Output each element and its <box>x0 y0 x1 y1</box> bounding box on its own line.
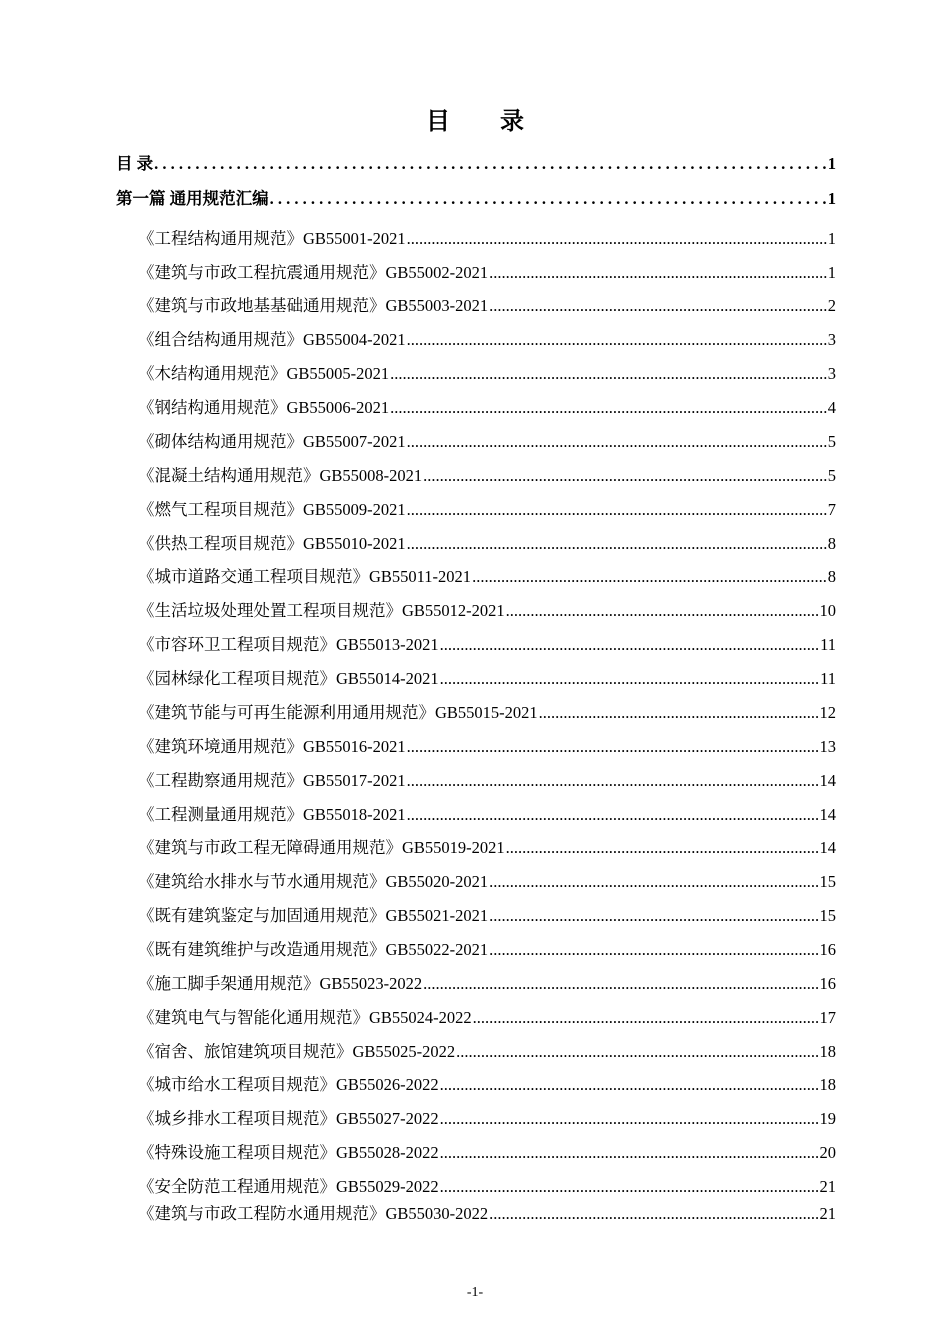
toc-entry-page-number: 17 <box>819 1008 836 1027</box>
toc-entry-page-number: 13 <box>819 737 836 756</box>
toc-entry-page-number: 8 <box>827 567 836 586</box>
toc-entry-page-number: 1 <box>827 189 836 208</box>
toc-entry-page-number: 1 <box>827 154 836 173</box>
toc-entry-page-number: 11 <box>820 635 836 654</box>
toc-entry-title: 《混凝土结构通用规范》GB55008-2021 <box>138 466 423 485</box>
toc-entry-title: 《建筑环境通用规范》GB55016-2021 <box>138 737 406 756</box>
toc-entry-page-number: 4 <box>827 398 836 417</box>
toc-entry[interactable] <box>138 770 836 792</box>
toc-entry[interactable] <box>116 153 836 175</box>
toc-entry-title: 《建筑节能与可再生能源利用通用规范》GB55015-2021 <box>138 703 538 722</box>
toc-entry-page-number: 19 <box>819 1109 836 1128</box>
toc-entry[interactable] <box>138 1142 836 1164</box>
toc-dot-leader <box>440 634 819 656</box>
toc-dot-leader <box>506 837 819 859</box>
toc-entry-page-number: 15 <box>819 906 836 925</box>
toc-entry-title: 《工程结构通用规范》GB55001-2021 <box>138 229 406 248</box>
toc-entry-page-number: 20 <box>819 1143 836 1162</box>
toc-dot-leader <box>489 295 827 317</box>
toc-entry-page-number: 12 <box>819 703 836 722</box>
toc-dot-leader <box>539 702 819 724</box>
toc-entry[interactable] <box>138 668 836 690</box>
toc-dot-leader <box>407 736 819 758</box>
toc-entry-page-number: 14 <box>819 771 836 790</box>
toc-entry-title: 《园林绿化工程项目规范》GB55014-2021 <box>138 669 439 688</box>
toc-entry[interactable] <box>116 188 836 210</box>
toc-entry[interactable] <box>138 431 836 453</box>
toc-entry[interactable] <box>138 566 836 588</box>
toc-entry-title: 《工程测量通用规范》GB55018-2021 <box>138 805 406 824</box>
toc-dot-leader <box>390 397 827 419</box>
toc-entry-page-number: 16 <box>819 974 836 993</box>
toc-entry-page-number: 8 <box>827 534 836 553</box>
toc-entry-title: 《安全防范工程通用规范》GB55029-2022 <box>138 1177 439 1196</box>
toc-entry-title: 《特殊设施工程项目规范》GB55028-2022 <box>138 1143 439 1162</box>
toc-entry[interactable] <box>138 871 836 893</box>
toc-dot-leader <box>407 431 827 453</box>
toc-entry-title: 《施工脚手架通用规范》GB55023-2022 <box>138 974 423 993</box>
toc-entry[interactable] <box>138 295 836 317</box>
toc-dot-leader <box>407 499 827 521</box>
toc-entry[interactable] <box>138 634 836 656</box>
page-title: 目 录 <box>426 109 546 135</box>
toc-entry-page-number: 14 <box>819 805 836 824</box>
toc-entry-title: 目 录 <box>116 154 154 173</box>
toc-dot-leader <box>390 363 827 385</box>
toc-dot-leader <box>440 1142 819 1164</box>
toc-entry-page-number: 2 <box>827 296 836 315</box>
toc-entry-page-number: 7 <box>827 500 836 519</box>
toc-entry-title: 《供热工程项目规范》GB55010-2021 <box>138 534 406 553</box>
toc-entry-title: 《工程勘察通用规范》GB55017-2021 <box>138 771 406 790</box>
toc-entry-title: 《城市道路交通工程项目规范》GB55011-2021 <box>138 567 472 586</box>
toc-entry-page-number: 18 <box>819 1042 836 1061</box>
toc-dot-leader <box>489 871 818 893</box>
toc-entry-page-number: 3 <box>827 364 836 383</box>
toc-entry[interactable] <box>138 939 836 961</box>
toc-entry-title: 第一篇 通用规范汇编 <box>116 189 269 208</box>
toc-entry[interactable] <box>138 262 836 284</box>
toc-entry-page-number: 3 <box>827 330 836 349</box>
toc-entry[interactable] <box>138 837 836 859</box>
toc-dot-leader <box>270 188 827 210</box>
toc-entry-title: 《砌体结构通用规范》GB55007-2021 <box>138 432 406 451</box>
toc-entry[interactable] <box>138 736 836 758</box>
toc-entry[interactable] <box>138 1176 836 1198</box>
toc-entry[interactable] <box>138 1108 836 1130</box>
toc-dot-leader <box>472 566 827 588</box>
toc-dot-leader <box>407 329 827 351</box>
toc-entry-title: 《木结构通用规范》GB55005-2021 <box>138 364 390 383</box>
toc-dot-leader <box>423 465 827 487</box>
toc-entry-page-number: 18 <box>819 1075 836 1094</box>
toc-entry-title: 《钢结构通用规范》GB55006-2021 <box>138 398 390 417</box>
toc-entry-page-number: 5 <box>827 432 836 451</box>
toc-entry[interactable] <box>138 465 836 487</box>
toc-entry-title: 《燃气工程项目规范》GB55009-2021 <box>138 500 406 519</box>
page-number: -1- <box>466 1285 484 1300</box>
toc-entry-title: 《城市给水工程项目规范》GB55026-2022 <box>138 1075 439 1094</box>
toc-dot-leader <box>407 533 827 555</box>
toc-entry-title: 《建筑与市政地基基础通用规范》GB55003-2021 <box>138 296 489 315</box>
toc-entry[interactable] <box>138 228 836 250</box>
toc-dot-leader <box>440 1074 819 1096</box>
toc-entry-title: 《宿舍、旅馆建筑项目规范》GB55025-2022 <box>138 1042 456 1061</box>
toc-entry-title: 《建筑给水排水与节水通用规范》GB55020-2021 <box>138 872 489 891</box>
toc-entry[interactable] <box>138 499 836 521</box>
toc-dot-leader <box>440 1176 819 1198</box>
toc-entry[interactable] <box>138 533 836 555</box>
toc-entry-title: 《建筑与市政工程抗震通用规范》GB55002-2021 <box>138 263 489 282</box>
toc-entry-page-number: 5 <box>827 466 836 485</box>
toc-dot-leader <box>154 153 827 175</box>
toc-dot-leader <box>440 668 819 690</box>
toc-entry-title: 《城乡排水工程项目规范》GB55027-2022 <box>138 1109 439 1128</box>
toc-entry[interactable] <box>138 905 836 927</box>
toc-entry-title: 《建筑电气与智能化通用规范》GB55024-2022 <box>138 1008 472 1027</box>
toc-entry[interactable] <box>138 804 836 826</box>
toc-dot-leader <box>489 262 827 284</box>
toc-entry[interactable] <box>138 363 836 385</box>
toc-entry-page-number: 15 <box>819 872 836 891</box>
toc-entry-page-number: 16 <box>819 940 836 959</box>
toc-entry-title: 《生活垃圾处理处置工程项目规范》GB55012-2021 <box>138 601 505 620</box>
toc-entry[interactable] <box>138 600 836 622</box>
toc-entry-title: 《既有建筑维护与改造通用规范》GB55022-2021 <box>138 940 489 959</box>
toc-entry[interactable] <box>138 397 836 419</box>
toc-dot-leader <box>489 939 818 961</box>
toc-entry[interactable] <box>138 1007 836 1029</box>
toc-dot-leader <box>473 1007 819 1029</box>
toc-entry-page-number: 21 <box>819 1177 836 1196</box>
toc-dot-leader <box>456 1041 818 1063</box>
toc-entry-page-number: 1 <box>827 229 836 248</box>
toc-dot-leader <box>489 905 818 927</box>
toc-entry-page-number: 14 <box>819 838 836 857</box>
toc-entry-title: 《市容环卫工程项目规范》GB55013-2021 <box>138 635 439 654</box>
toc-dot-leader <box>440 1108 819 1130</box>
toc-entry-title: 《组合结构通用规范》GB55004-2021 <box>138 330 406 349</box>
toc-entry[interactable] <box>138 1203 836 1225</box>
toc-entry[interactable] <box>138 702 836 724</box>
toc-dot-leader <box>489 1203 818 1225</box>
toc-entry-page-number: 1 <box>827 263 836 282</box>
toc-entry-page-number: 21 <box>819 1204 836 1223</box>
toc-entry-title: 《既有建筑鉴定与加固通用规范》GB55021-2021 <box>138 906 489 925</box>
toc-entry-title: 《建筑与市政工程无障碍通用规范》GB55019-2021 <box>138 838 505 857</box>
toc-entry[interactable] <box>138 1074 836 1096</box>
toc-entry-page-number: 10 <box>819 601 836 620</box>
toc-dot-leader <box>506 600 819 622</box>
toc-entry[interactable] <box>138 1041 836 1063</box>
toc-entry[interactable] <box>138 329 836 351</box>
toc-dot-leader <box>407 228 827 250</box>
toc-dot-leader <box>423 973 818 995</box>
toc-dot-leader <box>407 804 819 826</box>
toc-entry-title: 《建筑与市政工程防水通用规范》GB55030-2022 <box>138 1204 489 1223</box>
toc-entry-page-number: 11 <box>820 669 836 688</box>
toc-entry[interactable] <box>138 973 836 995</box>
toc-dot-leader <box>407 770 819 792</box>
